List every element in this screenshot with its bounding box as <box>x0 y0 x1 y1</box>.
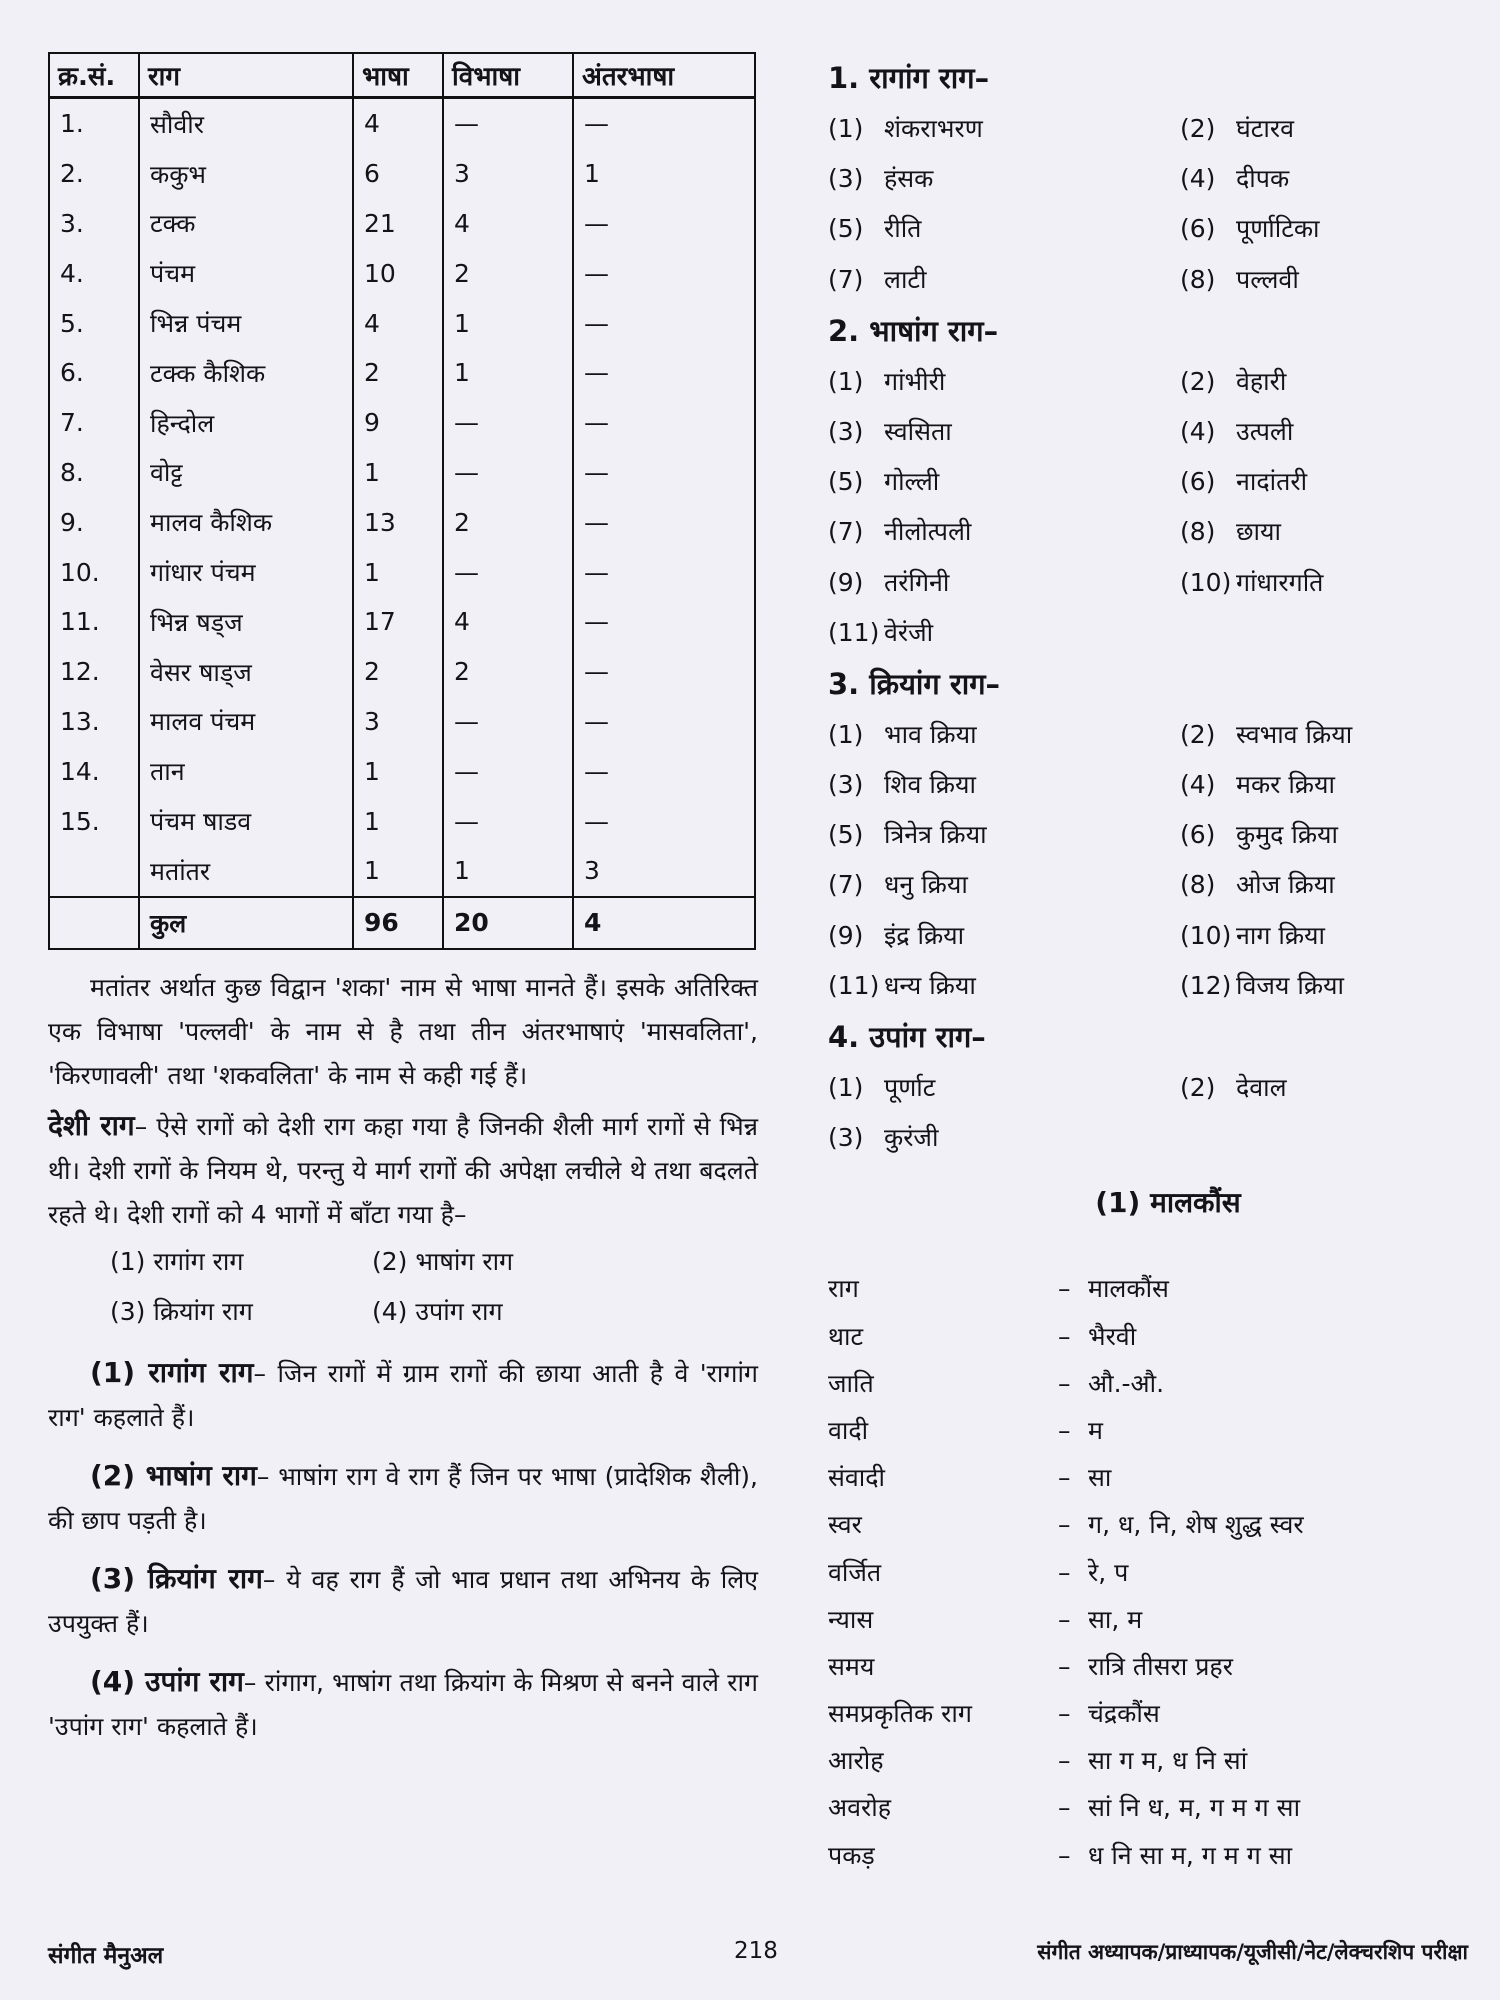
matantar-paragraph: मतांतर अर्थात कुछ विद्वान 'शका' नाम से भाषा मानते हैं। इसके अतिरिक्त एक विभाषा 'पल्लवी' के नाम से है तथा तीन अंतरभाषाएं 'मासवलिता', 'किरणावली' तथा 'शकवलिता' के नाम से कही गई हैं। <box>48 972 758 1090</box>
list-item <box>828 1113 1180 1163</box>
list-item-number: (10) <box>1180 567 1232 597</box>
table-cell: पंचम षाडव <box>139 796 353 846</box>
malkauns-value: ध नि सा म, ग म ग सा <box>1088 1840 1293 1870</box>
table-cell: — <box>573 199 755 249</box>
list-item <box>1180 407 1468 457</box>
list-item-label: रीति <box>884 214 922 244</box>
table-cell: — <box>573 697 755 747</box>
table-cell: — <box>573 547 755 597</box>
list-item-label: पूर्णाटिका <box>1236 214 1320 244</box>
list-item <box>1180 507 1468 557</box>
table-cell: — <box>443 398 573 448</box>
table-cell: 17 <box>353 597 443 647</box>
kriyang-section-title: 3. क्रियांग राग– <box>828 666 1001 701</box>
table-cell: 9 <box>353 398 443 448</box>
table-cell: 3 <box>353 697 443 747</box>
list-item <box>828 810 1180 860</box>
list-item-number: (3) <box>828 1123 864 1153</box>
bhashang-list <box>828 357 1468 658</box>
list-item-label: लाटी <box>884 264 927 294</box>
list-item-label: धन्य क्रिया <box>884 970 976 1000</box>
table-cell: — <box>573 796 755 846</box>
list-item <box>1180 710 1468 760</box>
kriyang-heading: (3) क्रियांग राग <box>90 1561 263 1595</box>
table-row <box>49 597 755 647</box>
table-cell: मतांतर <box>139 846 353 897</box>
list-item <box>828 860 1180 910</box>
table-cell: 10 <box>353 248 443 298</box>
list-item-label: देवाल <box>1236 1073 1287 1102</box>
malkauns-dash: – <box>1058 1651 1071 1681</box>
list-item-label: उत्पली <box>1236 416 1294 446</box>
malkauns-key: समय <box>828 1651 875 1681</box>
list-item-number: (11) <box>828 970 880 1000</box>
list-item <box>828 608 1180 658</box>
malkauns-value: रे, प <box>1088 1557 1129 1587</box>
list-item-number: (2) <box>1180 1073 1216 1102</box>
table-header-row <box>49 53 755 98</box>
malkauns-value: सा <box>1088 1463 1112 1493</box>
table-cell: 7. <box>49 398 139 448</box>
malkauns-value: औ.-औ. <box>1088 1368 1165 1398</box>
table-cell: 12. <box>49 647 139 697</box>
malkauns-key: जाति <box>828 1368 874 1398</box>
malkauns-value: म <box>1088 1415 1103 1445</box>
table-row <box>49 348 755 398</box>
list-item <box>828 507 1180 557</box>
footer-book-title: संगीत मैनुअल <box>48 1943 164 1969</box>
list-item-number: (1) <box>828 1073 864 1102</box>
part-1: (1) रागांग राग <box>110 1246 244 1276</box>
malkauns-dash: – <box>1058 1793 1071 1823</box>
table-cell <box>49 846 139 897</box>
upang-heading: (4) उपांग राग <box>90 1664 244 1698</box>
ragang-heading: (1) रागांग राग <box>90 1355 254 1389</box>
list-item <box>1180 357 1468 407</box>
table-cell: — <box>573 298 755 348</box>
part-3: (3) क्रियांग राग <box>110 1296 253 1326</box>
table-cell <box>49 897 139 949</box>
table-total-row <box>49 897 755 949</box>
malkauns-key: वादी <box>828 1415 869 1445</box>
list-item-number: (11) <box>828 617 880 647</box>
raga-bhasha-table <box>48 52 756 950</box>
list-item <box>1180 204 1468 254</box>
list-item-number: (1) <box>828 114 864 143</box>
table-cell: 1 <box>353 448 443 498</box>
table-cell: 4 <box>573 897 755 949</box>
table-cell: — <box>443 98 573 149</box>
table-row <box>49 149 755 199</box>
table-cell: 1 <box>443 348 573 398</box>
table-cell: — <box>573 98 755 149</box>
list-item-number: (9) <box>828 920 864 950</box>
list-item-label: दीपक <box>1236 164 1290 194</box>
list-item <box>828 961 1180 1011</box>
table-row <box>49 497 755 547</box>
list-item-label: शिव क्रिया <box>884 770 976 800</box>
list-item-number: (6) <box>1180 820 1216 850</box>
list-item <box>1180 255 1468 305</box>
malkauns-value: सां नि ध, म, ग म ग सा <box>1088 1793 1301 1823</box>
table-cell: 4 <box>353 98 443 149</box>
list-item <box>1180 104 1468 154</box>
ragang-list <box>828 104 1468 305</box>
table-row <box>49 248 755 298</box>
table-cell: तान <box>139 746 353 796</box>
upang-text: – रांगाग, भाषांग तथा क्रियांग के मिश्रण से बनने वाले राग 'उपांग राग' कहलाते हैं। <box>48 1667 758 1741</box>
table-cell: 21 <box>353 199 443 249</box>
list-item <box>1180 558 1468 608</box>
table-cell: — <box>443 746 573 796</box>
table-cell: 1 <box>353 547 443 597</box>
malkauns-key: स्वर <box>828 1510 862 1540</box>
table-row <box>49 697 755 747</box>
table-cell: — <box>573 647 755 697</box>
malkauns-key: थाट <box>828 1321 864 1351</box>
malkauns-title: (1) मालकौंस <box>1095 1186 1241 1220</box>
list-item-number: (5) <box>828 214 864 244</box>
bhashang-definition <box>48 1454 758 1543</box>
table-cell: हिन्दोल <box>139 398 353 448</box>
table-cell: — <box>573 497 755 547</box>
ragang-definition <box>48 1351 758 1440</box>
malkauns-key: अवरोह <box>828 1793 891 1823</box>
table-cell: 14. <box>49 746 139 796</box>
list-item-number: (7) <box>828 517 864 547</box>
list-item-label: गोल्ली <box>884 467 940 497</box>
upang-section-title: 4. उपांग राग– <box>828 1020 986 1054</box>
malkauns-dash: – <box>1058 1557 1071 1587</box>
table-cell: टक्क <box>139 199 353 249</box>
list-item-label: स्वभाव क्रिया <box>1236 719 1353 749</box>
table-cell: 8. <box>49 448 139 498</box>
header-serial: क्र.सं. <box>49 53 139 98</box>
malkauns-value: ग, ध, नि, शेष शुद्ध स्वर <box>1088 1510 1304 1540</box>
left-column <box>48 52 758 1749</box>
table-cell: — <box>443 697 573 747</box>
table-row <box>49 647 755 697</box>
list-item <box>828 911 1180 961</box>
table-cell: 3 <box>443 149 573 199</box>
parts-row-1 <box>48 1237 758 1287</box>
table-cell: सौवीर <box>139 98 353 149</box>
page-footer <box>48 1932 1468 1972</box>
table-cell: टक्क कैशिक <box>139 348 353 398</box>
malkauns-value: चंद्रकौंस <box>1088 1699 1160 1729</box>
list-item-label: ओज क्रिया <box>1236 870 1335 900</box>
malkauns-key: समप्रकृतिक राग <box>828 1699 972 1729</box>
malkauns-dash: – <box>1058 1463 1071 1493</box>
malkauns-key: संवादी <box>828 1463 886 1493</box>
table-cell: 20 <box>443 897 573 949</box>
list-item <box>828 710 1180 760</box>
list-item <box>1180 810 1468 860</box>
table-cell: 15. <box>49 796 139 846</box>
bhashang-text: – भाषांग राग वे राग हैं जिन पर भाषा (प्रादेशिक शैली), की छाप पड़ती है। <box>48 1461 758 1535</box>
table-cell: मालव पंचम <box>139 697 353 747</box>
table-cell: ककुभ <box>139 149 353 199</box>
part-2: (2) भाषांग राग <box>372 1246 514 1276</box>
table-cell: 1 <box>573 149 755 199</box>
upang-list <box>828 1063 1468 1163</box>
table-row <box>49 746 755 796</box>
list-item-label: त्रिनेत्र क्रिया <box>884 820 987 850</box>
list-item <box>828 357 1180 407</box>
list-item-label: हंसक <box>884 164 934 194</box>
list-item-number: (3) <box>828 770 864 800</box>
table-cell: भिन्न षड्ज <box>139 597 353 647</box>
malkauns-dash: – <box>1058 1510 1071 1540</box>
list-item-label: नाग क्रिया <box>1236 920 1326 950</box>
list-item <box>1180 911 1468 961</box>
table-cell: 4 <box>353 298 443 348</box>
bhashang-heading: (2) भाषांग राग <box>90 1458 257 1492</box>
table-cell: 2 <box>443 248 573 298</box>
list-item-number: (10) <box>1180 920 1232 950</box>
list-item <box>1180 860 1468 910</box>
parts-row-2 <box>48 1287 758 1337</box>
header-raga: राग <box>139 53 353 98</box>
list-item-number: (8) <box>1180 517 1216 547</box>
desi-raga-heading: देशी राग <box>48 1108 135 1142</box>
desi-raga-paragraph <box>48 1104 758 1237</box>
malkauns-dash: – <box>1058 1321 1071 1351</box>
list-item-label: धनु क्रिया <box>884 870 968 900</box>
table-cell: — <box>573 448 755 498</box>
table-cell: 1 <box>443 846 573 897</box>
list-item-number: (4) <box>1180 770 1216 800</box>
malkauns-key: पकड़ <box>828 1840 875 1870</box>
table-cell: — <box>443 796 573 846</box>
ragang-text: – जिन रागों में ग्राम रागों की छाया आती है वे 'रागांग राग' कहलाते हैं। <box>48 1358 758 1432</box>
malkauns-key: राग <box>828 1274 859 1304</box>
list-item-label: कुरंजी <box>884 1123 939 1153</box>
list-item-number: (2) <box>1180 719 1216 749</box>
list-item-number: (1) <box>828 719 864 749</box>
malkauns-dash: – <box>1058 1274 1071 1304</box>
list-item-label: तरंगिनी <box>884 567 950 597</box>
header-antarbhasha: अंतरभाषा <box>573 53 755 98</box>
table-cell: 2 <box>353 348 443 398</box>
table-row <box>49 298 755 348</box>
list-item-number: (12) <box>1180 970 1232 1000</box>
header-vibhasha: विभाषा <box>443 53 573 98</box>
list-item-label: नादांतरी <box>1236 467 1308 497</box>
list-item-label: शंकराभरण <box>884 114 983 143</box>
list-item-label: कुमुद क्रिया <box>1236 820 1339 850</box>
table-row <box>49 547 755 597</box>
malkauns-dash: – <box>1058 1746 1071 1776</box>
kriyang-definition <box>48 1557 758 1646</box>
list-item-number: (5) <box>828 467 864 497</box>
list-item-label: स्वसिता <box>884 416 952 446</box>
malkauns-dash: – <box>1058 1368 1071 1398</box>
bhashang-section-title: 2. भाषांग राग– <box>828 313 999 348</box>
list-item <box>828 255 1180 305</box>
table-cell: — <box>573 398 755 448</box>
list-item-number: (8) <box>1180 870 1216 900</box>
table-cell: 10. <box>49 547 139 597</box>
footer-exam-title: संगीत अध्यापक/प्राध्यापक/यूजीसी/नेट/लेक्चरशिप परीक्षा <box>1037 1940 1468 1964</box>
ragang-section-title: 1. रागांग राग– <box>828 61 990 95</box>
table-cell: 3. <box>49 199 139 249</box>
malkauns-value: मालकौंस <box>1088 1274 1169 1304</box>
list-item <box>1180 457 1468 507</box>
table-cell: — <box>443 448 573 498</box>
list-item <box>828 760 1180 810</box>
malkauns-value: सा ग म, ध नि सां <box>1088 1746 1248 1776</box>
list-item-number: (4) <box>1180 164 1216 194</box>
malkauns-dash: – <box>1058 1699 1071 1729</box>
right-column <box>828 52 1468 1879</box>
list-item <box>828 1063 1180 1113</box>
table-cell: — <box>443 547 573 597</box>
table-cell: पंचम <box>139 248 353 298</box>
malkauns-key: आरोह <box>828 1746 884 1776</box>
table-cell: — <box>573 248 755 298</box>
list-item <box>1180 1113 1468 1163</box>
table-row <box>49 398 755 448</box>
malkauns-key: न्यास <box>828 1604 874 1634</box>
table-cell: गांधार पंचम <box>139 547 353 597</box>
list-item-number: (6) <box>1180 214 1216 244</box>
malkauns-dash: – <box>1058 1415 1071 1445</box>
table-cell: वेसर षाड्ज <box>139 647 353 697</box>
table-cell: 3 <box>573 846 755 897</box>
table-cell: 1. <box>49 98 139 149</box>
table-cell: मालव कैशिक <box>139 497 353 547</box>
table-cell: 4 <box>443 199 573 249</box>
part-4: (4) उपांग राग <box>372 1296 503 1326</box>
table-cell: वोट्ट <box>139 448 353 498</box>
table-cell: 13 <box>353 497 443 547</box>
list-item-number: (7) <box>828 870 864 900</box>
table-cell: 2 <box>353 647 443 697</box>
list-item-number: (3) <box>828 416 864 446</box>
list-item <box>1180 154 1468 204</box>
list-item-number: (6) <box>1180 467 1216 497</box>
header-bhasha: भाषा <box>353 53 443 98</box>
table-cell: 6. <box>49 348 139 398</box>
list-item-number: (5) <box>828 820 864 850</box>
table-row <box>49 199 755 249</box>
list-item <box>828 204 1180 254</box>
list-item-number: (4) <box>1180 416 1216 446</box>
table-cell: कुल <box>139 897 353 949</box>
list-item-label: वेरंजी <box>884 617 934 647</box>
list-item-label: घंटारव <box>1236 114 1294 143</box>
table-cell: 6 <box>353 149 443 199</box>
list-item <box>828 104 1180 154</box>
list-item <box>1180 1063 1468 1113</box>
list-item-label: मकर क्रिया <box>1236 770 1335 800</box>
kriyang-text: – ये वह राग हैं जो भाव प्रधान तथा अभिनय के लिए उपयुक्त हैं। <box>48 1564 758 1638</box>
list-item-number: (9) <box>828 567 864 597</box>
list-item-label: भाव क्रिया <box>884 719 977 749</box>
list-item <box>1180 961 1468 1011</box>
table-cell: 4. <box>49 248 139 298</box>
table-cell: 2 <box>443 497 573 547</box>
table-row <box>49 796 755 846</box>
list-item-label: इंद्र क्रिया <box>884 920 965 950</box>
list-item-number: (3) <box>828 164 864 194</box>
list-item-number: (1) <box>828 366 864 396</box>
page-number: 218 <box>734 1938 778 1964</box>
upang-definition <box>48 1660 758 1749</box>
table-row <box>49 846 755 897</box>
malkauns-value: रात्रि तीसरा प्रहर <box>1088 1651 1233 1681</box>
malkauns-dash: – <box>1058 1604 1071 1634</box>
table-row <box>49 448 755 498</box>
malkauns-key: वर्जित <box>828 1557 882 1587</box>
list-item-label: गांधारगति <box>1236 567 1324 597</box>
table-cell: 1 <box>353 796 443 846</box>
list-item-label: पल्लवी <box>1236 264 1299 294</box>
table-cell: 4 <box>443 597 573 647</box>
malkauns-details <box>828 1265 1468 1878</box>
table-cell: 5. <box>49 298 139 348</box>
table-cell: 2. <box>49 149 139 199</box>
kriyang-list <box>828 710 1468 1011</box>
list-item <box>828 407 1180 457</box>
list-item-number: (7) <box>828 264 864 294</box>
list-item <box>1180 608 1468 658</box>
list-item-number: (8) <box>1180 264 1216 294</box>
table-cell: 1 <box>353 746 443 796</box>
table-cell: — <box>573 348 755 398</box>
list-item-label: नीलोत्पली <box>884 517 972 547</box>
list-item-label: छाया <box>1236 517 1281 547</box>
list-item <box>828 457 1180 507</box>
list-item-number: (2) <box>1180 114 1216 143</box>
malkauns-value: सा, म <box>1088 1604 1143 1634</box>
table-cell: — <box>573 746 755 796</box>
list-item-label: विजय क्रिया <box>1236 970 1345 1000</box>
table-cell: 9. <box>49 497 139 547</box>
table-cell: 96 <box>353 897 443 949</box>
list-item <box>1180 760 1468 810</box>
table-cell: — <box>573 597 755 647</box>
table-cell: 11. <box>49 597 139 647</box>
list-item-number: (2) <box>1180 366 1216 396</box>
table-cell: भिन्न पंचम <box>139 298 353 348</box>
table-cell: 2 <box>443 647 573 697</box>
malkauns-dash: – <box>1058 1840 1071 1870</box>
malkauns-value: भैरवी <box>1088 1321 1137 1351</box>
table-row <box>49 98 755 149</box>
list-item-label: पूर्णाट <box>884 1073 936 1102</box>
desi-raga-text: – ऐसे रागों को देशी राग कहा गया है जिनकी शैली मार्ग रागों से भिन्न थी। देशी रागों के नियम थे, परन्तु ये मार्ग रागों की अपेक्षा लचीले थे तथा बदलते रहते थे। देशी रागों को 4 भागों में बाँटा गया है– <box>48 1111 758 1229</box>
table-cell: 13. <box>49 697 139 747</box>
list-item-label: गांभीरी <box>884 366 946 396</box>
table-cell: 1 <box>353 846 443 897</box>
table-cell: 1 <box>443 298 573 348</box>
list-item-label: वेहारी <box>1236 366 1287 396</box>
list-item <box>828 558 1180 608</box>
list-item <box>828 154 1180 204</box>
